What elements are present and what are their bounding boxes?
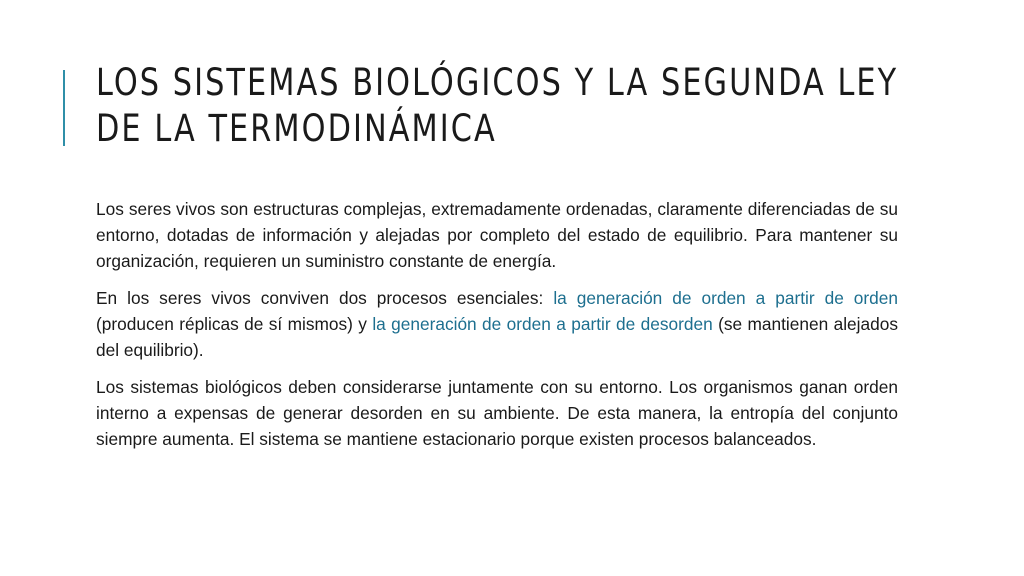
highlight-order-from-order: la generación de orden a partir de orden <box>553 288 898 308</box>
highlight-order-from-disorder: la generación de orden a partir de desorden <box>372 314 713 334</box>
paragraph-2-text-1: En los seres vivos conviven dos procesos esenciales: <box>96 288 554 308</box>
paragraph-1: Los seres vivos son estructuras complejas, extremadamente ordenadas, claramente diferenciadas de su entorno, dotadas de información y alejadas por completo del estado de equilibrio. Para mantener su organización, requieren un suministro constante de energía. <box>96 199 898 271</box>
slide-title-line-2: DE LA TERMODINÁMICA <box>96 107 497 150</box>
slide-title-line-1: LOS SISTEMAS BIOLÓGICOS Y LA SEGUNDA LEY <box>96 61 899 104</box>
paragraph-2-text-2: (producen réplicas de sí mismos) y <box>96 314 373 334</box>
paragraph-3: Los sistemas biológicos deben considerarse juntamente con su entorno. Los organismos ganan orden interno a expensas de generar desorden en su ambiente. De esta manera, la entropía del conjunto siempre aumenta. El sistema se mantiene estacionario porque existen procesos balanceados. <box>96 377 898 449</box>
paragraph-2-text-3: (se mantienen alejados del equilibrio). <box>96 314 898 360</box>
title-accent-bar <box>63 70 65 146</box>
slide-body <box>96 196 898 463</box>
slide-title <box>96 60 899 152</box>
paragraph-2 <box>96 285 898 363</box>
